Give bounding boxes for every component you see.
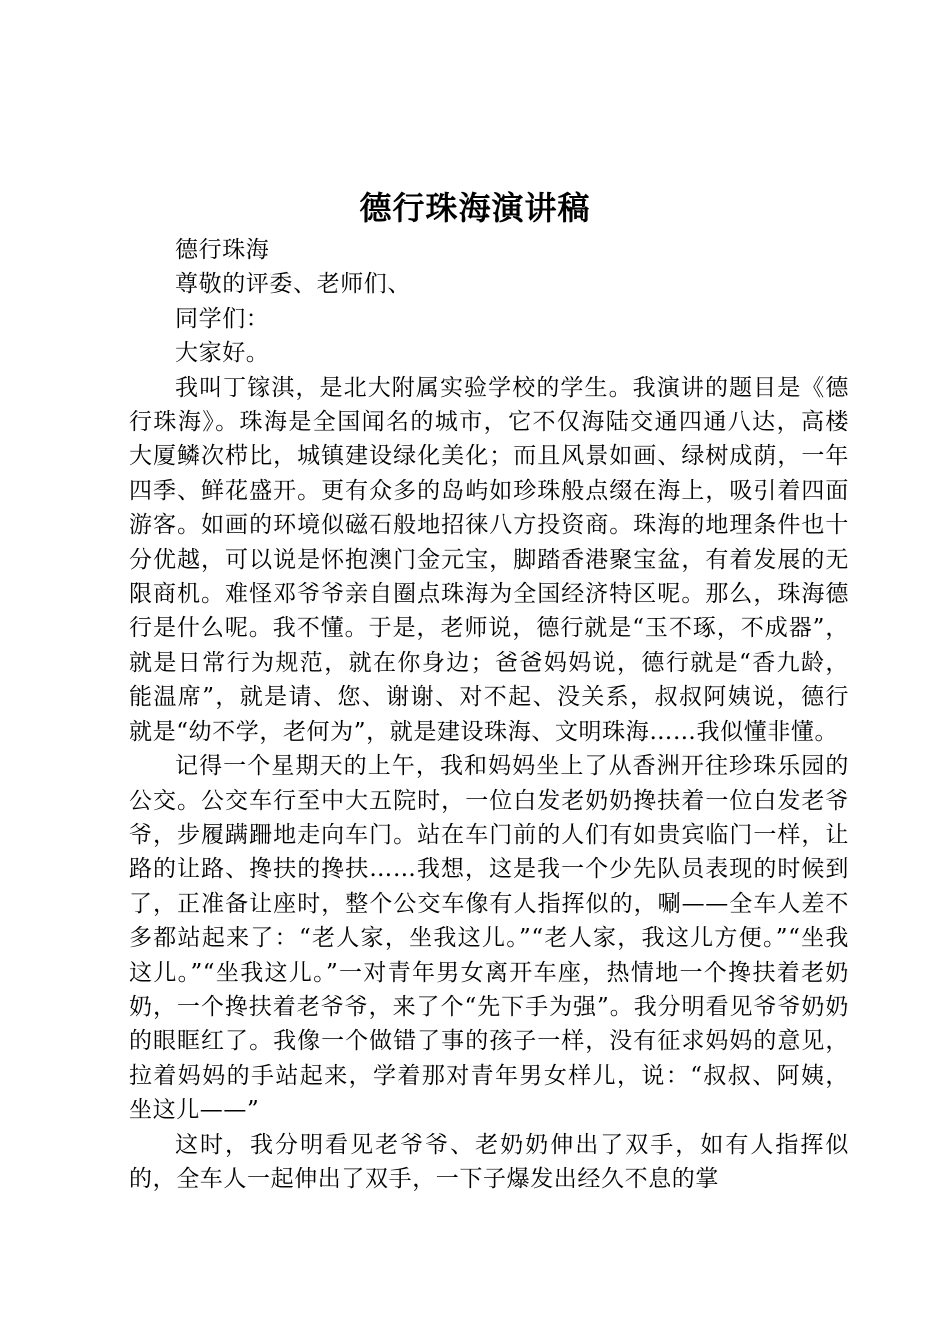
paragraph-salutation-2: 同学们： <box>175 305 270 332</box>
paragraph-conclusion: 这时，我分明看见老爷爷、老奶奶伸出了双手，如有人指挥似的，全车人一起伸出了双手，一下子爆发出经久不息的掌 <box>129 1131 849 1192</box>
document-body <box>129 233 849 1196</box>
document-title: 德行珠海演讲稿 <box>359 189 591 227</box>
paragraph-salutation-1: 尊敬的评委、老师们、 <box>175 271 411 298</box>
paragraph-bus-story: 记得一个星期天的上午，我和妈妈坐上了从香洲开往珍珠乐园的公交。公交车行至中大五院时，一位白发老奶奶搀扶着一位白发老爷爷，步履蹒跚地走向车门。站在车门前的人们有如贵宾临门一样，让路的让路、搀扶的搀扶……我想，这是我一个少先队员表现的时候到了，正准备让座时，整个公交车像有人指挥似的，唰——全车人差不多都站起来了：“老人家，坐我这儿。”“老人家，我这儿方便。”“坐我这儿。”“坐我这儿。”一对青年男女离开车座，热情地一个搀扶着老奶奶，一个搀扶着老爷爷，来了个“先下手为强”。我分明看见爷爷奶奶的眼眶红了。我像一个做错了事的孩子一样，没有征求妈妈的意见，拉着妈妈的手站起来，学着那对青年男女样儿，说：“叔叔、阿姨，坐这儿——” <box>129 753 849 1124</box>
paragraph-introduction: 我叫丁镓淇，是北大附属实验学校的学生。我演讲的题目是《德行珠海》。珠海是全国闻名的城市，它不仅海陆交通四通八达，高楼大厦鳞次栉比，城镇建设绿化美化；而且风景如画、绿树成荫，一年四季、鲜花盛开。更有众多的岛屿如珍珠般点缀在海上，吸引着四面游客。如画的环境似磁石般地招徕八方投资商。珠海的地理条件也十分优越，可以说是怀抱澳门金元宝，脚踏香港聚宝盆，有着发展的无限商机。难怪邓爷爷亲自圈点珠海为全国经济特区呢。那么，珠海德行是什么呢。我不懂。于是，老师说，德行就是“玉不琢，不成器”，就是日常行为规范，就在你身边；爸爸妈妈说，德行就是“香九龄，能温席”，就是请、您、谢谢、对不起、没关系，叔叔阿姨说，德行就是“幼不学，老何为”，就是建设珠海、文明珠海……我似懂非懂。 <box>129 374 849 745</box>
paragraph-greeting: 大家好。 <box>175 340 270 367</box>
paragraph-subtitle: 德行珠海 <box>175 237 270 263</box>
